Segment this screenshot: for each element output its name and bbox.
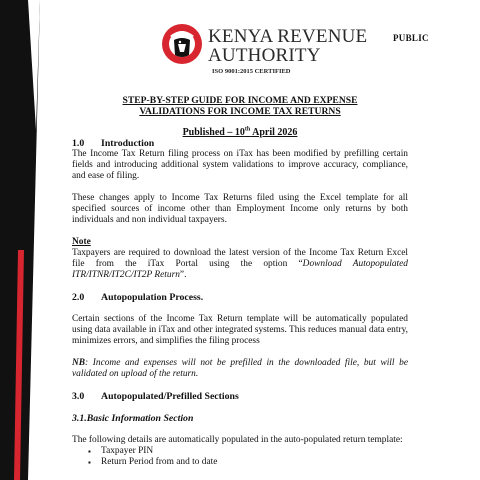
section-2-title: Autopopulation Process.: [101, 292, 204, 303]
nb-paragraph: [72, 358, 408, 380]
section-2-paragraph-1: Certain sections of the Income Tax Return template will be automatically populated using data available in iTax and other integrated systems. This reduces manual data entry, minimizes errors, and simplifies the filing process: [72, 314, 408, 346]
letterhead: [160, 22, 368, 78]
classification-label: PUBLIC: [393, 33, 429, 43]
section-1-paragraph-2: These changes apply to Income Tax Returns filed using the Excel template for all specified sources of income other than Employment Income only returns by both individuals and non individual taxpayers.: [72, 193, 408, 225]
list-item: ▪ Return Period from and to date: [101, 457, 408, 468]
basic-info-list: [72, 446, 408, 468]
side-band-graphic: [0, 0, 60, 480]
published-date: [72, 127, 408, 138]
note-download-option: Download Autopopulated ITR/ITNR/IT2C/IT2P Return: [72, 259, 408, 280]
note-label: Note: [72, 237, 91, 247]
note-text-a: Taxpayers are required to download the latest version of the Income Tax Return Excel file from the iTax Portal using the option “: [72, 248, 408, 269]
document-body: [72, 95, 408, 468]
kra-lion-logo-icon: [160, 22, 204, 66]
section-1-paragraph-1: The Income Tax Return filing process on iTax has been modified by prefilling certain fields and introducing additional system validations to improve accuracy, compliance, and ease of filing.: [72, 149, 408, 181]
section-1-number: 1.0: [72, 138, 85, 149]
section-1-title: Introduction: [101, 138, 155, 149]
org-name-line2: AUTHORITY: [208, 45, 321, 66]
section-3-number: 3.0: [72, 391, 85, 402]
list-item: ▪ Taxpayer PIN: [101, 446, 408, 457]
iso-certification: ISO 9001:2015 CERTIFIED: [212, 68, 291, 75]
published-prefix: Published – 10: [182, 127, 245, 138]
section-3-1-heading: 3.1.Basic Information Section: [72, 413, 194, 424]
document-title: [72, 95, 408, 117]
title-line-2: VALIDATIONS FOR INCOME TAX RETURNS: [139, 106, 341, 117]
org-name-line1: KENYA REVENUE: [208, 26, 368, 47]
nb-label: NB: [72, 358, 86, 368]
section-3-title: Autopopulated/Prefilled Sections: [101, 391, 239, 402]
section-2-number: 2.0: [72, 292, 85, 303]
section-1-heading: [72, 138, 408, 149]
note-paragraph: [72, 248, 408, 281]
published-suffix: April 2026: [250, 127, 298, 138]
nb-text: : Income and expenses will not be prefilled in the downloaded file, but will be validated on upload of the return.: [72, 358, 408, 379]
published-sup: th: [244, 126, 251, 133]
title-line-1: STEP-BY-STEP GUIDE FOR INCOME AND EXPENSE: [122, 95, 358, 106]
section-3-heading: [72, 391, 408, 402]
section-2-heading: [72, 292, 408, 303]
decorative-side-band: [0, 0, 60, 480]
note-text-b: ”.: [179, 270, 187, 280]
section-3-1-paragraph: The following details are automatically populated in the auto-populated return template:: [72, 435, 403, 445]
